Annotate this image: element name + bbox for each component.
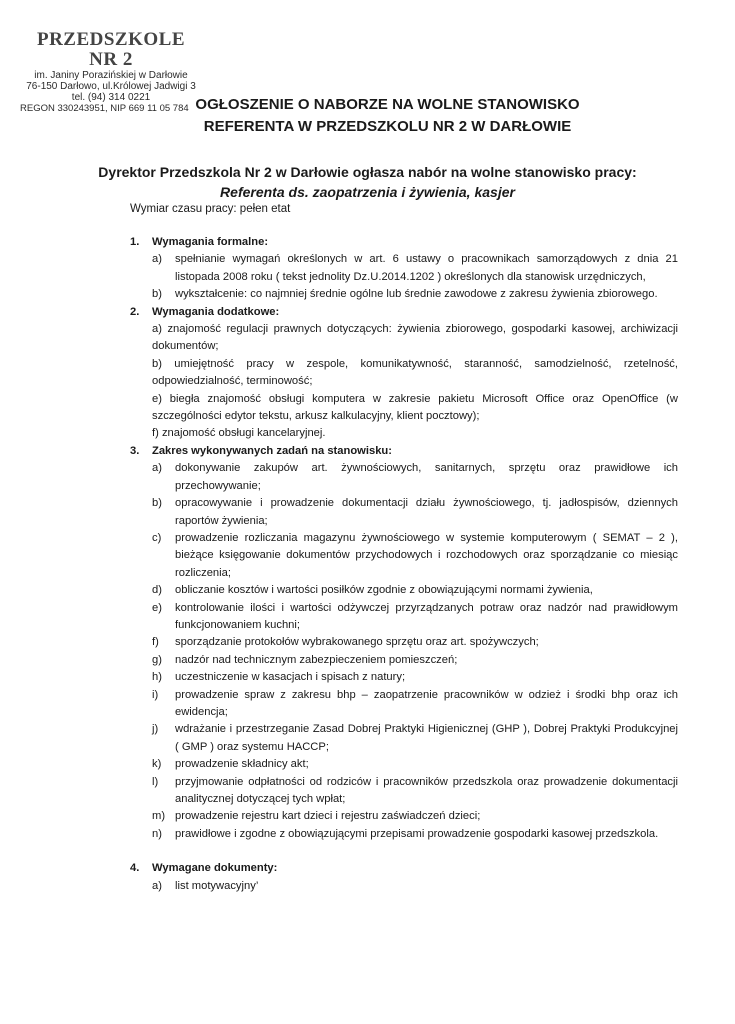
stamp-address: 76-150 Darłowo, ul.Królowej Jadwigi 3 — [26, 81, 196, 92]
section-title: Wymagania formalne: — [152, 236, 269, 248]
section-number: 1. — [130, 236, 140, 248]
item-text: opracowywanie i prowadzenie dokumentacji działu żywnościowego, tj. jadłospisów, dziennych raportów żywienia; — [175, 497, 678, 527]
position-name: Referenta ds. zaopatrzenia i żywienia, kasjer — [220, 184, 515, 200]
item-label: a) — [152, 879, 162, 892]
list-item — [130, 652, 678, 669]
section-title: Wymagania dodatkowe: — [152, 305, 280, 318]
item-text: obliczanie kosztów i wartości posiłków zgodnie z obowiązującymi normami żywienia, — [175, 584, 593, 597]
item-label: n) — [152, 827, 162, 840]
list-item — [130, 721, 678, 756]
item-text: prowadzenie rozliczania magazynu żywnościowego w systemie komputerowym ( SEMAT – 2 ), bieżące księgowanie dokumentów przychodowych i rozchodowych oraz sporządzanie co miesiąc rozliczenia; — [175, 531, 678, 579]
list-item: a) znajomość regulacji prawnych dotyczących: żywienia zbiorowego, gospodarki kasowej, archiwizacji dokumentów; — [152, 323, 678, 353]
list-item — [130, 251, 678, 286]
item-label: f) — [152, 636, 159, 649]
list-item — [130, 826, 678, 843]
item-text: wdrażanie i przestrzeganie Zasad Dobrej Praktyki Higienicznej (GHP ), Dobrej Praktyki Produkcyjnej ( GMP ) oraz systemu HACCP; — [175, 723, 678, 753]
item-label: a) — [152, 253, 162, 266]
item-text: wykształcenie: co najmniej średnie ogólne lub średnie zawodowe z zakresu żywienia zbiorowego. — [175, 288, 658, 301]
section-heading — [130, 304, 678, 321]
item-text: list motywacyjny’ — [175, 879, 259, 892]
section-duties — [130, 443, 678, 843]
item-text: dokonywanie zakupów art. żywnościowych, sanitarnych, sprzętu oraz prawidłowe ich przechowywanie; — [175, 462, 678, 492]
stamp-name: PRZEDSZKOLE NR 2 — [36, 29, 186, 70]
section-number: 2. — [130, 305, 140, 318]
item-text: uczestniczenie w kasacjach i spisach z natury; — [175, 671, 406, 684]
stamp-regon-nip: REGON 330243951, NIP 669 11 05 784 — [20, 103, 189, 114]
list-item — [130, 530, 678, 582]
item-text: nadzór nad technicznym zabezpieczeniem pomieszczeń; — [175, 653, 458, 666]
title-line-2: REFERENTA W PRZEDSZKOLU NR 2 W DARŁOWIE — [203, 118, 572, 135]
list-item — [130, 582, 678, 599]
list-item — [130, 669, 678, 686]
list-item — [130, 600, 678, 635]
list-item — [130, 286, 678, 303]
item-text: spełnianie wymagań określonych w art. 6 ustawy o pracownikach samorządowych z dnia 21 listopada 2008 roku ( tekst jednolity Dz.U.2014.1202 ) określonych dla stanowisk urzędniczych, — [175, 253, 678, 283]
list-item — [130, 634, 678, 651]
item-text: prowadzenie rejestru kart dzieci i rejestru zaświadczeń dzieci; — [175, 810, 481, 823]
item-text: kontrolowanie ilości i wartości odżywczej przyrządzanych potraw oraz nadzór nad prawidłowym funkcjonowaniem kuchni; — [175, 601, 678, 631]
list-item: e) biegła znajomość obsługi komputera w zakresie pakietu Microsoft Office oraz OpenOffice (w szczególności edytor tekstu, arkusz kalkulacyjny, klient pocztowy); — [152, 392, 678, 423]
list-item: f) znajomość obsługi kancelaryjnej. — [152, 427, 326, 440]
list-item — [130, 774, 678, 809]
list-item — [130, 808, 678, 825]
item-label: i) — [152, 688, 159, 701]
item-label: h) — [152, 671, 162, 684]
item-label: k) — [152, 758, 162, 771]
item-label: l) — [152, 775, 159, 788]
intro-announcement: Dyrektor Przedszkola Nr 2 w Darłowie ogłasza nabór na wolne stanowisko pracy: — [98, 164, 637, 180]
item-text: prowadzenie spraw z zakresu bhp – zaopatrzenie pracowników w odzież i środki bhp oraz ich ewidencja; — [175, 688, 678, 718]
section-required-documents — [130, 860, 678, 895]
stamp-phone: tel. (94) 314 0221 — [71, 92, 151, 103]
section-title: Zakres wykonywanych zadań na stanowisku: — [152, 444, 392, 457]
section-heading — [130, 234, 678, 251]
item-label: e) — [152, 601, 162, 614]
item-text: sporządzanie protokołów wybrakowanego sprzętu oraz art. spożywczych; — [175, 636, 539, 649]
section-heading — [130, 443, 678, 460]
list-item — [130, 495, 678, 530]
list-item — [130, 460, 678, 495]
section-spacer — [130, 843, 678, 860]
document-title — [0, 94, 735, 138]
item-text: prawidłowe i zgodne z obowiązującymi przepisami prowadzenie gospodarki kasowej przedszkola. — [175, 827, 659, 840]
document-body — [130, 234, 678, 895]
item-label: a) — [152, 462, 162, 475]
list-item — [130, 878, 678, 895]
title-line-1: OGŁOSZENIE O NABORZE NA WOLNE STANOWISKO — [195, 96, 580, 113]
list-item — [130, 756, 678, 773]
section-heading — [130, 860, 678, 877]
item-label: c) — [152, 531, 162, 544]
item-text: przyjmowanie odpłatności od rodziców i pracowników przedszkola oraz prowadzenie dokumentacji analitycznej dotyczącej tych wpłat; — [175, 775, 678, 805]
intro — [0, 162, 735, 202]
item-label: d) — [152, 584, 162, 597]
item-label: b) — [152, 288, 162, 301]
work-time: Wymiar czasu pracy: pełen etat — [130, 203, 291, 215]
section-number: 4. — [130, 862, 140, 875]
item-label: m) — [152, 810, 166, 823]
section-additional-requirements — [130, 304, 678, 443]
item-label: g) — [152, 653, 162, 666]
list-item: b) umiejętność pracy w zespole, komunikatywność, staranność, samodzielność, rzetelność, odpowiedzialność, terminowość; — [152, 357, 678, 388]
item-label: j) — [152, 723, 159, 736]
stamp-patron: im. Janiny Porazińskiej w Darłowie — [34, 70, 188, 81]
section-formal-requirements — [130, 234, 678, 304]
section-title: Wymagane dokumenty: — [152, 862, 278, 875]
item-label: b) — [152, 497, 162, 510]
section-number: 3. — [130, 444, 140, 457]
item-text: prowadzenie składnicy akt; — [175, 758, 309, 771]
list-item — [130, 687, 678, 722]
